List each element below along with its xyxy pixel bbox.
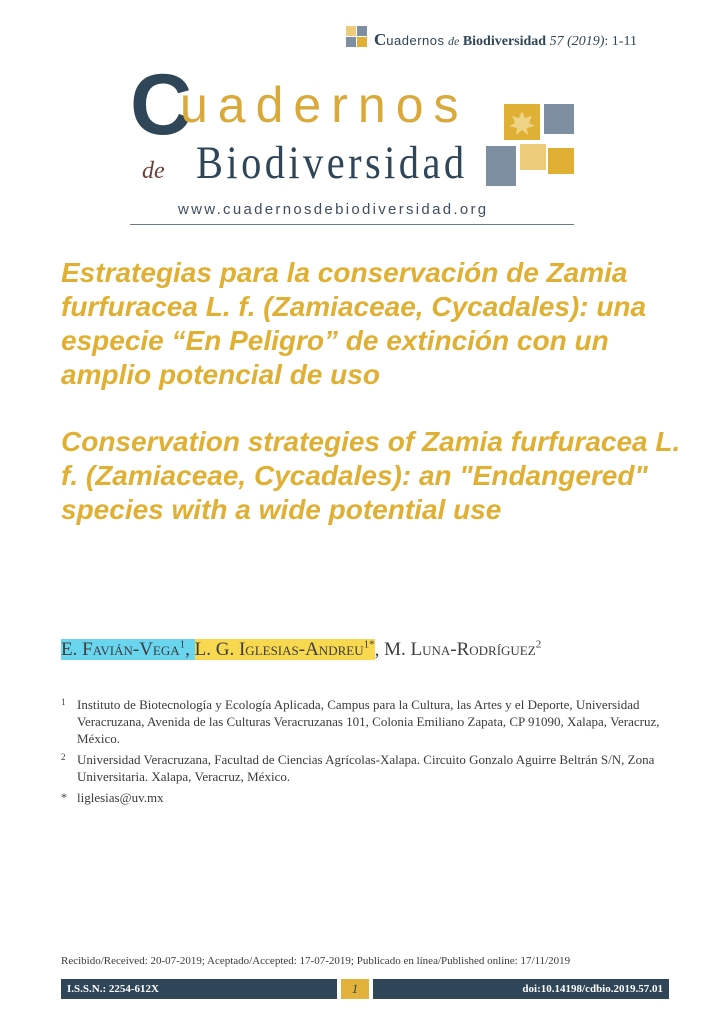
- masthead-rule: [130, 224, 574, 225]
- running-header-de: de: [448, 34, 460, 48]
- running-header-biodiversidad: Biodiversidad: [462, 34, 547, 49]
- author-separator: ,: [374, 639, 385, 661]
- journal-mini-logo: [346, 26, 368, 48]
- corresponding-mark: *: [61, 790, 67, 804]
- maple-leaf-icon: [508, 110, 536, 136]
- running-header-pages: : 1-11: [604, 34, 637, 49]
- author-3-affiliation: 2: [535, 639, 542, 651]
- author-2-affiliation: 1*: [363, 639, 375, 651]
- author-2[interactable]: [195, 639, 375, 660]
- affiliations: [61, 696, 661, 810]
- affiliation-1-mark: 1: [61, 697, 66, 707]
- author-1[interactable]: [61, 639, 195, 660]
- running-header: [346, 26, 696, 54]
- journal-url: www.cuadernosdebiodiversidad.org: [178, 201, 489, 218]
- doi-box: [373, 979, 669, 999]
- leaf-mosaic-logo: [486, 104, 576, 194]
- corresponding-email-link[interactable]: liglesias@uv.mx: [77, 790, 164, 805]
- author-2-name: L. G. Iglesias-Andreu: [194, 639, 364, 661]
- issn-text: I.S.S.N.: 2254-612X: [67, 983, 159, 995]
- footer-bar: [61, 979, 669, 999]
- page-number: 1: [341, 979, 369, 999]
- issn-box: [61, 979, 337, 999]
- running-header-text: [374, 30, 637, 50]
- affiliation-2: [61, 751, 661, 785]
- affiliation-2-mark: 2: [61, 752, 66, 762]
- mosaic-tile-gold-2: [548, 148, 574, 174]
- doi-link[interactable]: doi:10.14198/cdbio.2019.57.01: [522, 983, 663, 995]
- author-3[interactable]: [384, 639, 541, 660]
- affiliation-1-text: Instituto de Biotecnología y Ecología Aplicada, Campus para la Cultura, las Artes y el Deporte, Universidad Veracruzana, Avenida de las Culturas Veracruzanas 101, Colonia Emiliano Zapata, CP 91090, Xalapa, Veracruz, México.: [77, 697, 660, 746]
- mosaic-tile-gray-2: [486, 146, 516, 186]
- publication-dates: Recibido/Received: 20-07-2019; Aceptado/Accepted: 17-07-2019; Publicado en línea/Published online: 17/11/2019: [61, 955, 571, 967]
- mosaic-tile-gray: [544, 104, 574, 134]
- author-1-name: E. Favián-Vega: [61, 639, 180, 661]
- article-title-english: Conservation strategies of Zamia furfuracea L. f. (Zamiaceae, Cycadales): an "Endangered" species with a wide potential use: [61, 426, 681, 525]
- author-separator: ,: [185, 639, 195, 661]
- masthead-uadernos: uadernos: [180, 77, 469, 133]
- masthead-c: C: [130, 57, 193, 153]
- author-list: [61, 632, 681, 663]
- author-1-affiliation: 1: [179, 639, 186, 651]
- running-header-uadernos: uadernos: [386, 33, 445, 48]
- affiliation-1: [61, 696, 661, 747]
- article-title-spanish: Estrategias para la conservación de Zamia furfuracea L. f. (Zamiaceae, Cycadales): una especie “En Peligro” de extinción con un amplio potencial de uso: [61, 257, 647, 390]
- running-header-volume: 57 (2019): [549, 34, 605, 49]
- corresponding-email: [61, 789, 661, 806]
- masthead-de: de: [142, 158, 165, 184]
- affiliation-2-text: Universidad Veracruzana, Facultad de Ciencias Agrícolas-Xalapa. Circuito Gonzalo Aguirre Beltrán S/N, Zona Universitaria. Xalapa, Veracruz, México.: [77, 752, 655, 784]
- mosaic-tile-light-gold: [520, 144, 546, 170]
- running-header-c: C: [374, 30, 387, 49]
- journal-masthead: [130, 57, 590, 230]
- author-3-name: M. Luna-Rodríguez: [384, 639, 536, 661]
- masthead-biodiversidad: Biodiversidad: [196, 137, 468, 189]
